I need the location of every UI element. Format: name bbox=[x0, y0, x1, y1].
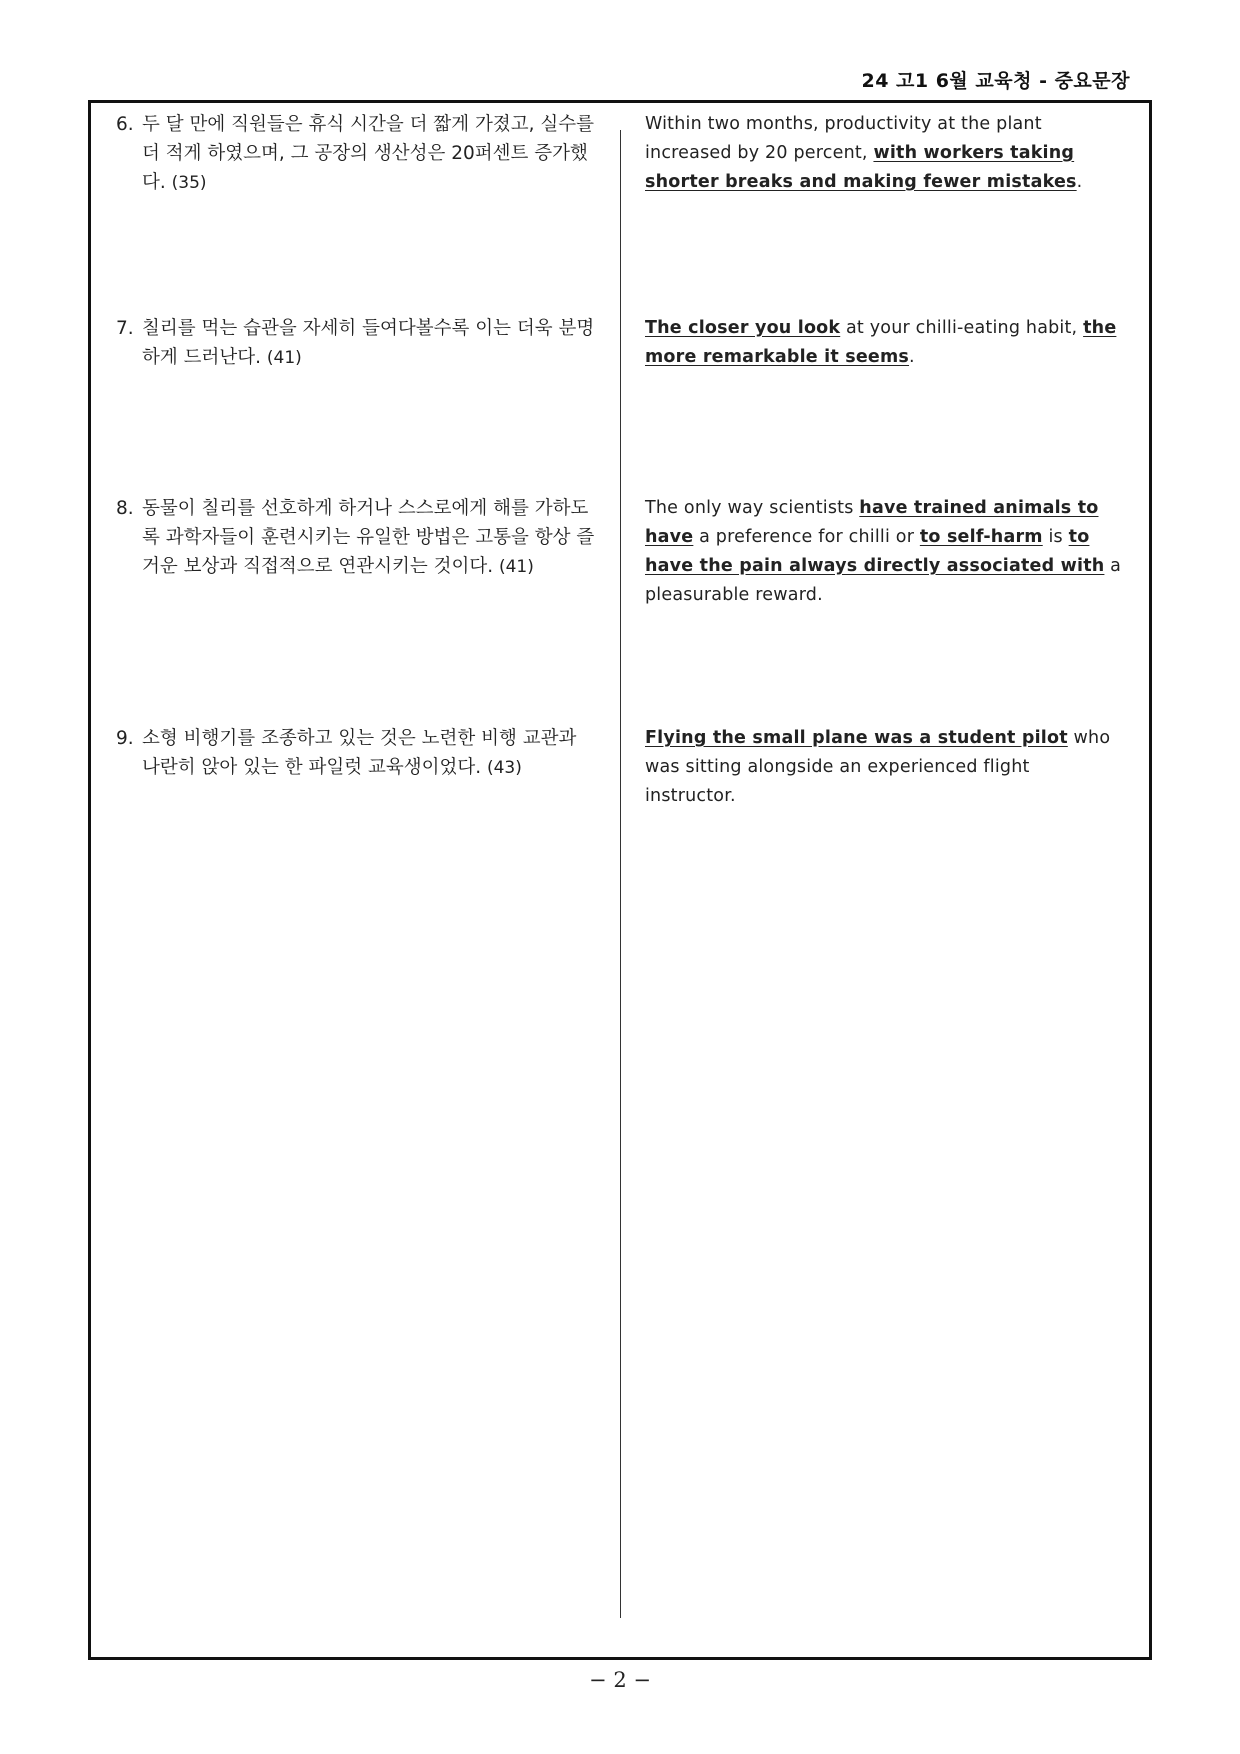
sentence-text: a preference for chilli or bbox=[693, 527, 920, 547]
column-divider bbox=[620, 130, 621, 1618]
item-number: 9. bbox=[116, 728, 134, 749]
key-phrase: The closer you look bbox=[645, 318, 841, 338]
key-phrase: to self-harm bbox=[919, 527, 1043, 547]
sentence-text: at your chilli-eating habit, bbox=[840, 318, 1084, 338]
page-header-title: 24 고1 6월 교육청 - 중요문장 bbox=[861, 70, 1130, 92]
key-phrase: Flying the small plane was a student pilot bbox=[645, 728, 1068, 748]
korean-sentence-8 bbox=[116, 494, 596, 582]
korean-text: 두 달 만에 직원들은 휴식 시간을 더 짧게 가졌고, 실수를 더 적게 하였으며, 그 공장의 생산성은 20퍼센트 증가했다. bbox=[142, 114, 594, 193]
english-sentence-8 bbox=[645, 494, 1125, 610]
korean-text: 동물이 칠리를 선호하게 하거나 스스로에게 해를 가하도록 과학자들이 훈련시키는 유일한 방법은 고통을 항상 즐거운 보상과 직접적으로 연관시키는 것이다. bbox=[142, 498, 595, 577]
source-ref: (41) bbox=[266, 348, 302, 368]
korean-sentence-6 bbox=[116, 110, 596, 198]
item-number: 7. bbox=[116, 318, 134, 339]
sentence-text: . bbox=[909, 347, 915, 367]
english-sentence-7 bbox=[645, 314, 1125, 372]
key-phrase: to have the pain always directly associated with bbox=[645, 527, 1105, 576]
sentence-text: . bbox=[1076, 172, 1083, 192]
korean-sentence-9 bbox=[116, 724, 596, 783]
english-sentence-9 bbox=[645, 724, 1125, 811]
key-phrase: have trained animals to have bbox=[645, 498, 1099, 547]
sentence-text: who was sitting alongside an experienced flight instructor. bbox=[645, 728, 1111, 806]
sentence-text: The only way scientists bbox=[645, 498, 860, 518]
source-ref: (35) bbox=[171, 173, 207, 193]
item-number: 6. bbox=[116, 114, 134, 135]
sentence-text: a pleasurable reward. bbox=[645, 556, 1122, 605]
english-sentence-6 bbox=[645, 110, 1125, 197]
source-ref: (41) bbox=[498, 557, 534, 577]
key-phrase: the more remarkable it seems bbox=[645, 318, 1117, 367]
page-number: − 2 − bbox=[589, 1668, 651, 1692]
sentence-text: is bbox=[1042, 527, 1069, 547]
korean-text: 칠리를 먹는 습관을 자세히 들여다볼수록 이는 더욱 분명하게 드러난다. bbox=[142, 318, 595, 368]
sentence-text: Within two months, productivity at the plant increased by 20 percent, bbox=[645, 114, 1042, 163]
korean-sentence-7 bbox=[116, 314, 596, 373]
item-number: 8. bbox=[116, 498, 134, 519]
korean-text: 소형 비행기를 조종하고 있는 것은 노련한 비행 교관과 나란히 앉아 있는 한 파일럿 교육생이었다. bbox=[142, 728, 577, 778]
source-ref: (43) bbox=[486, 758, 522, 778]
key-phrase: with workers taking shorter breaks and making fewer mistakes bbox=[645, 143, 1077, 192]
